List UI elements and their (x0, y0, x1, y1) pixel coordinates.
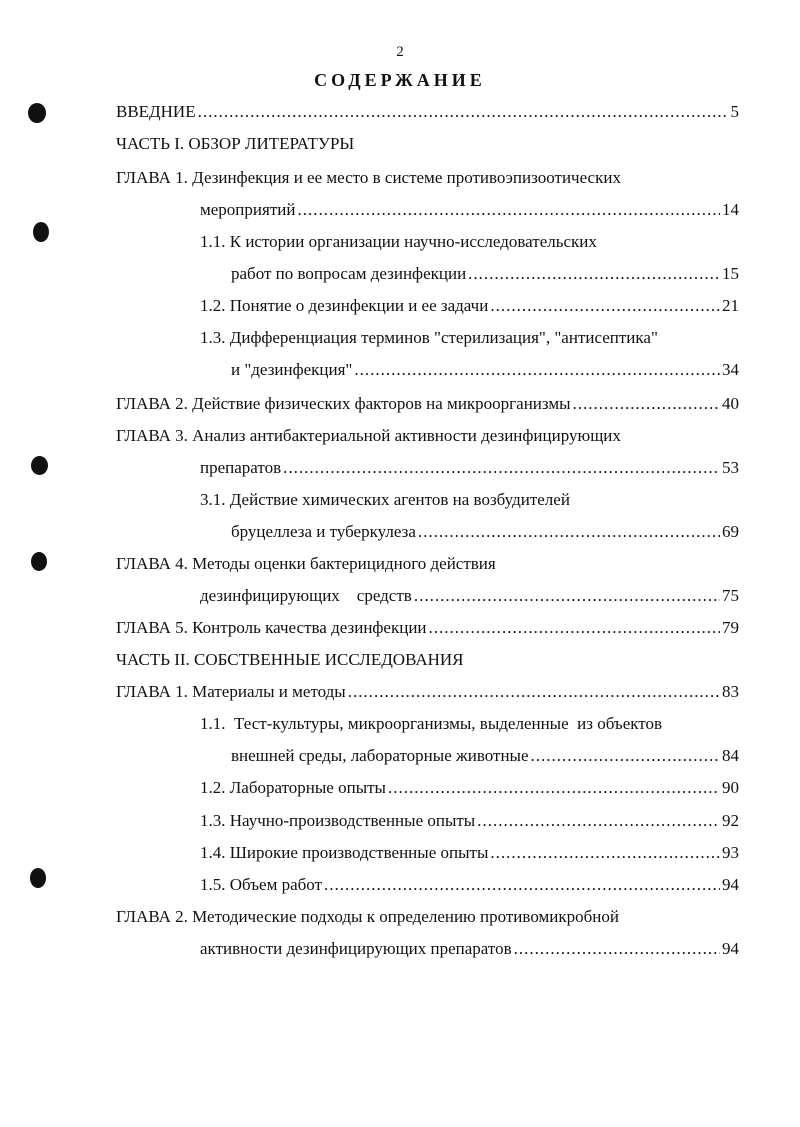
toc-leader-dots (429, 618, 720, 638)
toc-entry (200, 843, 739, 867)
toc-entry (200, 200, 739, 224)
toc-leader-dots (468, 264, 720, 284)
toc-leader-dots (490, 843, 720, 863)
toc-entry-page: 93 (722, 843, 739, 862)
toc-entry-text: 1.2. Лабораторные опыты (200, 778, 386, 797)
toc-entry-text: ЧАСТЬ II. СОБСТВЕННЫЕ ИССЛЕДОВАНИЯ (116, 650, 464, 669)
toc-entry-text: ВВЕДНИЕ (116, 102, 196, 121)
toc-entry-page: 14 (722, 200, 739, 219)
binder-hole (33, 222, 49, 242)
toc-entry-text: бруцеллеза и туберкулеза (231, 522, 416, 541)
toc-entry-text: ГЛАВА 2. Действие физических факторов на микроорганизмы (116, 394, 571, 413)
toc-entry-page: 15 (722, 264, 739, 283)
toc-entry (116, 650, 464, 674)
toc-entry-text: 1.3. Научно-производственные опыты (200, 811, 476, 830)
toc-entry-text: ГЛАВА 4. Методы оценки бактерицидного действия (116, 554, 496, 573)
binder-hole (31, 552, 47, 571)
toc-entry-text: ГЛАВА 1. Материалы и методы (116, 682, 346, 701)
toc-leader-dots (283, 458, 720, 478)
toc-entry (200, 328, 658, 352)
toc-leader-dots (414, 586, 720, 606)
toc-entry-text: 1.1. Тест-культуры, микроорганизмы, выделенные из объектов (200, 714, 663, 733)
page-number: 2 (396, 44, 404, 60)
toc-entry-text: 1.3. Дифференциация терминов "стерилизация", "антисептика" (200, 328, 658, 347)
toc-entry (116, 168, 621, 192)
toc-entry-text: 1.1. К истории организации научно-исследовательских (200, 232, 597, 251)
toc-entry-page: 83 (722, 682, 739, 701)
toc-entry (200, 490, 570, 514)
toc-entry-text: ГЛАВА 2. Методические подходы к определению противомикробной (116, 907, 619, 926)
toc-entry (116, 134, 354, 158)
toc-entry-page: 92 (722, 811, 739, 830)
toc-entry (200, 232, 597, 256)
toc-entry (231, 746, 739, 770)
toc-entry (231, 522, 739, 546)
toc-entry-text: 1.5. Объем работ (200, 875, 322, 894)
toc-entry-text: ГЛАВА 3. Анализ антибактериальной активности дезинфицирующих (116, 426, 621, 445)
toc-leader-dots (324, 875, 720, 895)
toc-entry (116, 102, 739, 126)
toc-entry (116, 682, 739, 706)
toc-entry (116, 618, 739, 642)
binder-hole (28, 103, 46, 123)
toc-entry-page: 5 (730, 102, 739, 121)
toc-entry-page: 34 (722, 360, 739, 379)
toc-leader-dots (348, 682, 720, 702)
toc-entry (200, 296, 739, 320)
toc-leader-dots (573, 394, 720, 414)
toc-entry-page: 94 (722, 939, 739, 958)
toc-entry (200, 939, 739, 963)
toc-entry-text: внешней среды, лабораторные животные (231, 746, 529, 765)
toc-entry-text: 1.4. Широкие производственные опыты (200, 843, 489, 862)
toc-entry-text: работ по вопросам дезинфекции (231, 264, 467, 283)
toc-entry (200, 714, 662, 738)
toc-entry-page: 40 (722, 394, 739, 413)
toc-entry-page: 53 (722, 458, 739, 477)
toc-entry-text: препаратов (200, 458, 282, 477)
toc-leader-dots (490, 296, 720, 316)
toc-entry (116, 907, 619, 931)
toc-entry (200, 811, 739, 835)
toc-entry-page: 84 (722, 746, 739, 765)
toc-entry-page: 90 (722, 778, 739, 797)
toc-leader-dots (198, 102, 729, 122)
toc-entry (200, 586, 739, 610)
toc-entry-text: ГЛАВА 1. Дезинфекция и ее место в системе противоэпизоотических (116, 168, 621, 187)
toc-leader-dots (514, 939, 720, 959)
page-title: СОДЕРЖАНИЕ (314, 70, 486, 90)
toc-entry-page: 21 (722, 296, 739, 315)
toc-entry (116, 554, 496, 578)
toc-entry (200, 875, 739, 899)
toc-entry-text: ГЛАВА 5. Контроль качества дезинфекции (116, 618, 427, 637)
toc-leader-dots (477, 811, 720, 831)
toc-entry (200, 778, 739, 802)
toc-entry-text: дезинфицирующих средств (200, 586, 412, 605)
toc-entry (231, 264, 739, 288)
toc-entry-page: 75 (722, 586, 739, 605)
toc-leader-dots (354, 360, 720, 380)
toc-leader-dots (531, 746, 720, 766)
toc-entry-page: 79 (722, 618, 739, 637)
toc-entry-text: мероприятий (200, 200, 296, 219)
toc-entry-page: 94 (722, 875, 739, 894)
toc-entry (116, 426, 621, 450)
toc-leader-dots (297, 200, 720, 220)
binder-hole (30, 868, 46, 888)
toc-entry (116, 394, 739, 418)
toc-entry-text: активности дезинфицирующих препаратов (200, 939, 512, 958)
toc-leader-dots (418, 522, 720, 542)
toc-leader-dots (388, 778, 720, 798)
toc-entry (231, 360, 739, 384)
toc-entry-text: 1.2. Понятие о дезинфекции и ее задачи (200, 296, 489, 315)
toc-entry-page: 69 (722, 522, 739, 541)
toc-entry (200, 458, 739, 482)
toc-entry-text: и "дезинфекция" (231, 360, 353, 379)
binder-hole (31, 456, 48, 475)
toc-entry-text: ЧАСТЬ I. ОБЗОР ЛИТЕРАТУРЫ (116, 134, 355, 153)
toc-entry-text: 3.1. Действие химических агентов на возбудителей (200, 490, 570, 509)
